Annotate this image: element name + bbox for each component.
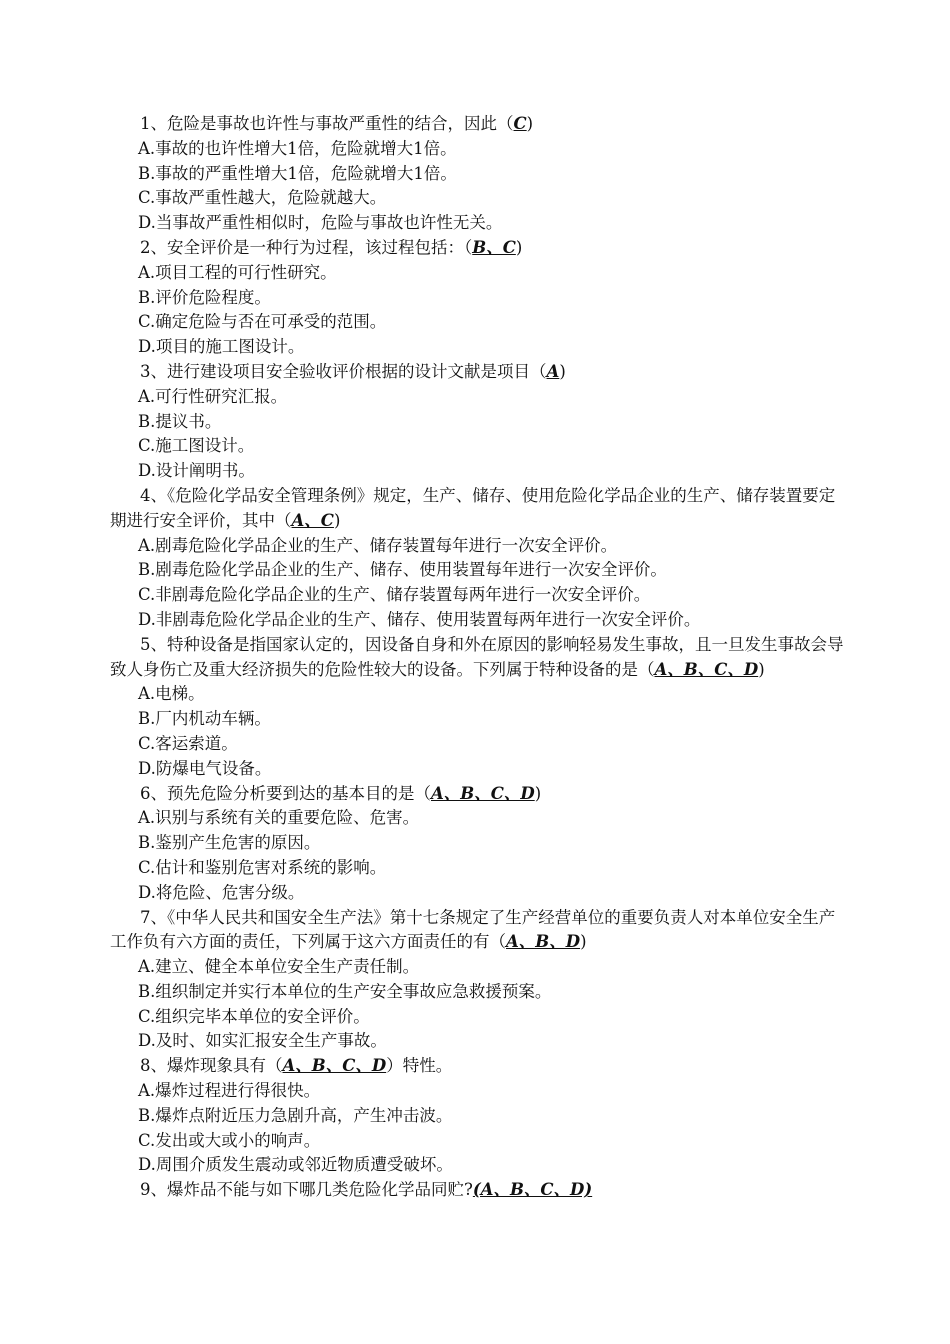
question-7-option-c: C.组织完毕本单位的安全评价。 (138, 1006, 370, 1026)
question-1-stem: 1、危险是事故也许性与事故严重性的结合，因此（C) (140, 114, 534, 133)
question-8-option-d: D.周围介质发生震动或邻近物质遭受破坏。 (138, 1155, 453, 1175)
question-8-answer: A、B、C、D (282, 1056, 387, 1076)
question-8-option-a: A.爆炸过程进行得很快。 (138, 1081, 321, 1101)
question-1-option-b: B.事故的严重性增大1倍，危险就增大1倍。 (138, 163, 457, 183)
question-3-option-c: C.施工图设计。 (138, 436, 255, 456)
question-2-answer: B、C (472, 237, 516, 257)
question-6-option-c: C.估计和鉴别危害对系统的影响。 (138, 857, 387, 877)
question-6-option-d: D.将危险、危害分级。 (138, 882, 305, 902)
question-1-answer: C (513, 114, 527, 133)
question-7-option-a: A.建立、健全本单位安全生产责任制。 (138, 957, 420, 977)
question-2-stem: 2、安全评价是一种行为过程，该过程包括：（B、C) (140, 237, 523, 257)
question-5-stem: 5、特种设备是指国家认定的，因设备自身和外在原因的影响轻易发生事故，且一旦发生事故会导致人身伤亡及重大经济损失的危险性较大的设备。下列属于特种设备的是（A、B、C、D) (110, 634, 844, 679)
question-9-answer: (A、B、C、D) (472, 1180, 593, 1200)
question-4-stem: 4、《危险化学品安全管理条例》规定，生产、储存、使用危险化学品企业的生产、储存装置要定期进行安全评价，其中（A、C) (110, 485, 836, 530)
question-9-stem: 9、爆炸品不能与如下哪几类危险化学品同贮?(A、B、C、D) (140, 1180, 593, 1200)
question-1-option-c: C.事故严重性越大，危险就越大。 (138, 188, 387, 208)
question-7-stem: 7、《中华人民共和国安全生产法》第十七条规定了生产经营单位的重要负责人对本单位安全生产工作负有六方面的责任，下列属于这六方面责任的有（A、B、D) (110, 907, 836, 952)
question-4-option-a: A.剧毒危险化学品企业的生产、储存装置每年进行一次安全评价。 (138, 535, 618, 555)
question-4-answer: A、C (291, 510, 334, 530)
question-7-option-b: B.组织制定并实行本单位的生产安全事故应急救援预案。 (138, 981, 552, 1001)
question-3-option-a: A.可行性研究汇报。 (138, 386, 288, 406)
question-5-option-a: A.电梯。 (138, 684, 205, 704)
question-7-option-d: D.及时、如实汇报安全生产事故。 (138, 1031, 387, 1051)
question-4-option-d: D.非剧毒危险化学品企业的生产、储存、使用装置每两年进行一次安全评价。 (138, 609, 701, 629)
question-7-answer: A、B、D (506, 932, 581, 952)
question-4-option-b: B.剧毒危险化学品企业的生产、储存、使用装置每年进行一次安全评价。 (138, 560, 667, 580)
question-8-stem: 8、爆炸现象具有（A、B、C、D）特性。 (140, 1056, 453, 1076)
question-4-option-c: C.非剧毒危险化学品企业的生产、储存装置每两年进行一次安全评价。 (138, 585, 651, 605)
question-3-option-d: D.设计阐明书。 (138, 461, 255, 481)
question-1-option-d: D.当事故严重性相似时，危险与事故也许性无关。 (138, 213, 503, 233)
question-8-option-c: C.发出或大或小的响声。 (138, 1130, 321, 1150)
question-8-option-b: B.爆炸点附近压力急剧升高，产生冲击波。 (138, 1105, 453, 1125)
question-1-option-a: A.事故的也许性增大1倍，危险就增大1倍。 (138, 138, 457, 158)
question-6-answer: A、B、C、D (431, 783, 535, 803)
question-5-option-b: B.厂内机动车辆。 (138, 709, 271, 729)
question-6-option-b: B.鉴别产生危害的原因。 (138, 833, 321, 853)
question-2-option-a: A.项目工程的可行性研究。 (138, 262, 337, 282)
question-3-stem: 3、进行建设项目安全验收评价根据的设计文献是项目（A) (140, 361, 566, 381)
question-2-option-c: C.确定危险与否在可承受的范围。 (138, 312, 387, 332)
question-5-option-d: D.防爆电气设备。 (138, 758, 272, 778)
question-3-answer: A (546, 361, 560, 381)
question-6-stem: 6、预先危险分析要到达的基本目的是（A、B、C、D) (140, 783, 542, 803)
question-5-option-c: C.客运索道。 (138, 733, 238, 753)
question-2-option-b: B.评价危险程度。 (138, 287, 271, 307)
question-3-option-b: B.提议书。 (138, 411, 222, 431)
question-2-option-d: D.项目的施工图设计。 (138, 337, 305, 357)
question-6-option-a: A.识别与系统有关的重要危险、危害。 (138, 808, 420, 828)
question-5-answer: A、B、C、D (654, 659, 759, 679)
document-body (110, 112, 850, 1203)
